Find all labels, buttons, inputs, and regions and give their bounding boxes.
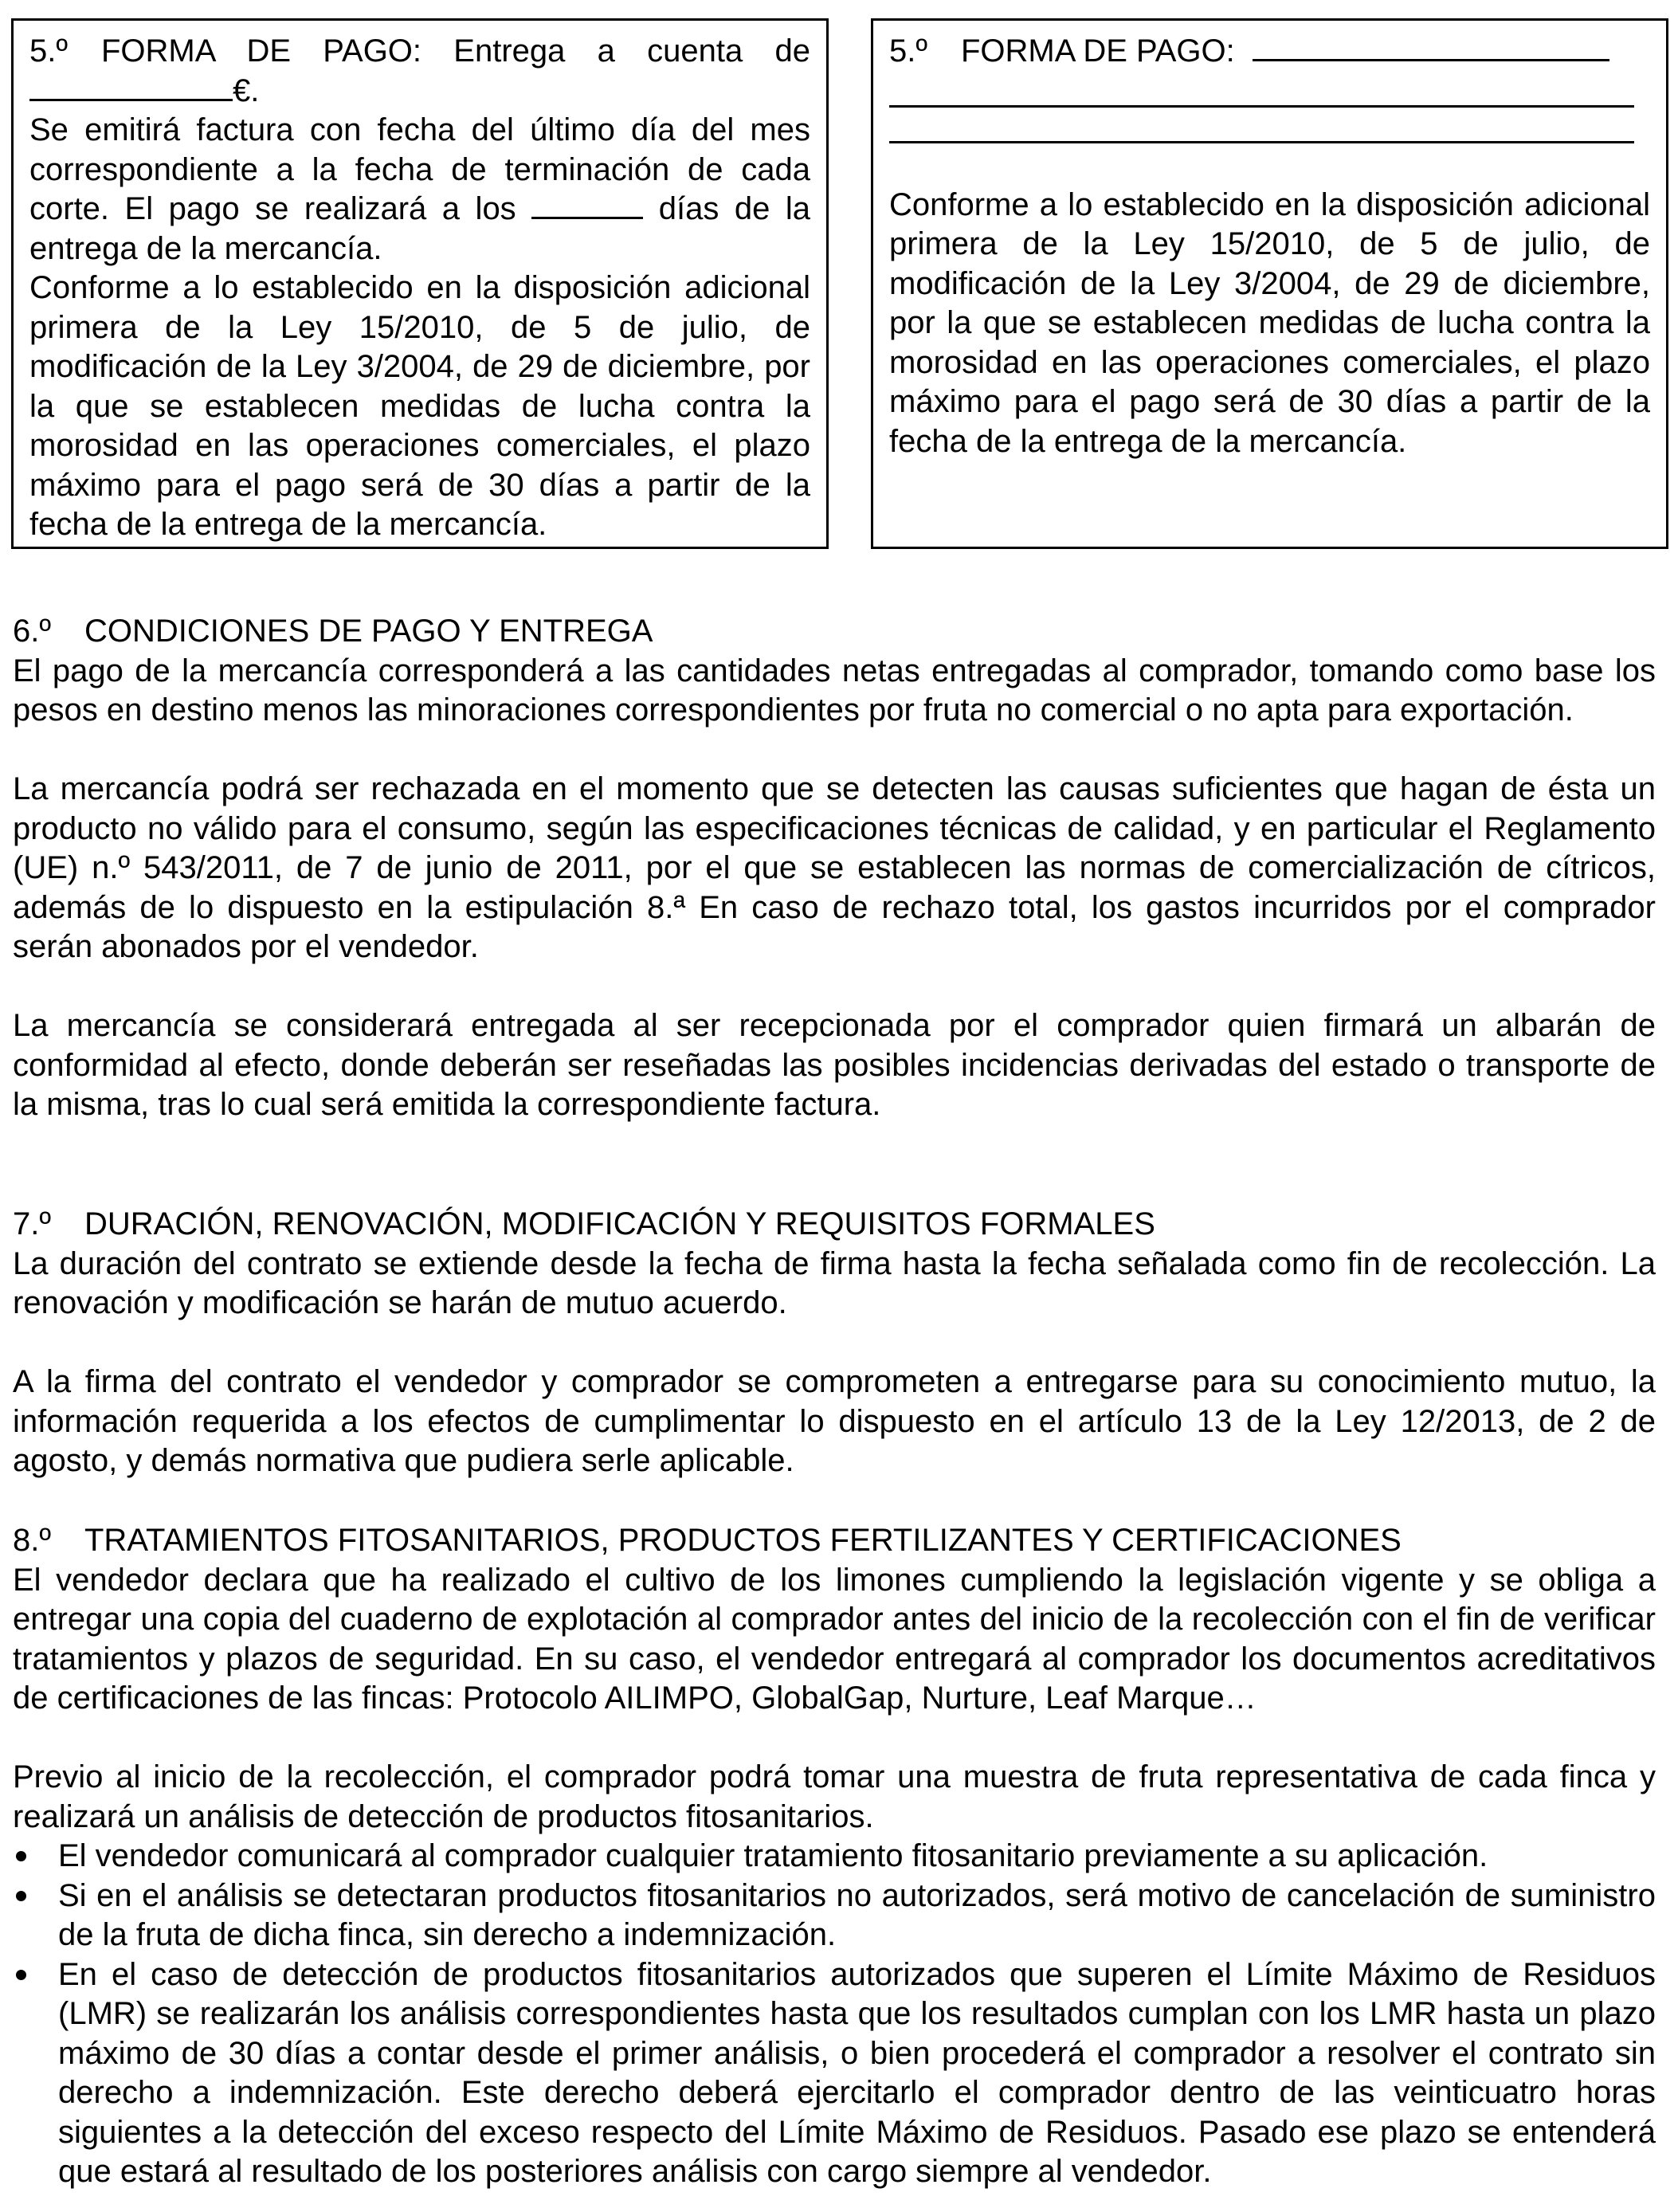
bullet-dot-icon [16,1851,26,1861]
amount-blank-field[interactable] [29,72,233,101]
list-item [13,1837,1656,1877]
bullet-dot-icon [16,1891,26,1901]
payment-method-blank-field-1[interactable] [1253,32,1609,61]
left-box-line-6: entrega de la mercancía. [29,230,382,266]
section-6-heading [13,612,1656,652]
section-6-number: 6.º [13,614,51,649]
section-7-paragraph-2: A la firma del contrato el vendedor y comprador se comprometen a entregarse para su conocimiento mutuo, la información requerida a los efectos de cumplimentar lo dispuesto en el artículo 13 de la Ley 12/2013, de 2 de agosto, y demás normativa que pudiera serle aplicable. [13,1364,1656,1478]
right-box-legal-paragraph: Conforme a lo establecido en la disposición adicional primera de la Ley 15/2010, de 5 de julio, de modificación de la Ley 3/2004, de 29 de diciembre, por la que se establecen medidas de lucha contra la morosidad en las operaciones comerciales, el plazo máximo para el pago será de 30 días a partir de la fecha de la entrega de la mercancía. [889,186,1650,459]
payment-method-blank-field-3[interactable] [889,109,1634,143]
left-section-heading: FORMA DE PAGO: Entrega a cuenta de [101,33,810,69]
left-box-line-5 [29,190,810,229]
section-6-paragraph-2: La mercancía podrá ser rechazada en el momento que se detecten las causas suficientes que hagan de ésta un producto no válido para el consumo, según las especificaciones técnicas de calidad, y en particular el Reglamento (UE) n.º 543/2011, de 7 de junio de 2011, por el que se establecen las normas de comercialización de cítricos, además de lo dispuesto en la estipulación 8.ª En caso de rechazo total, los gastos incurridos por el comprador serán abonados por el vendedor. [13,771,1656,964]
section-8-heading [13,1521,1656,1561]
list-item [13,1877,1656,1955]
left-section-number: 5.º [29,33,68,69]
section-8-paragraph-2: Previo al inicio de la recolección, el comprador podrá tomar una muestra de fruta representativa de cada finca y realizará un análisis de detección de productos fitosanitarios. [13,1759,1656,1834]
bullet-text: El vendedor comunicará al comprador cualquier tratamiento fitosanitario previamente a su aplicación. [58,1838,1488,1873]
euro-sign: €. [233,73,260,108]
section-7-paragraph-1: La duración del contrato se extiende desde la fecha de firma hasta la fecha señalada como fin de recolección. La renovación y modificación se harán de mutuo acuerdo. [13,1245,1656,1320]
section-7-title: DURACIÓN, RENOVACIÓN, MODIFICACIÓN Y REQUISITOS FORMALES [84,1206,1155,1241]
bullet-text: Si en el análisis se detectaran productos fitosanitarios no autorizados, será motivo de cancelación de suministro de la fruta de dicha finca, sin derecho a indemnización. [58,1877,1656,1952]
section-7-heading [13,1205,1656,1245]
section-7 [13,1205,1656,1481]
payment-terms-box-right [871,18,1668,549]
section-8-bullet-list [13,1837,1656,2192]
section-6 [13,612,1656,1125]
payment-terms-box-left [11,18,829,549]
left-box-line-5-end: días de la [658,191,810,226]
section-8 [13,1521,1656,2192]
section-6-title: CONDICIONES DE PAGO Y ENTREGA [84,614,653,649]
bullet-text: En el caso de detección de productos fitosanitarios autorizados que superen el Límite Máximo de Residuos (LMR) se realizarán los análisis correspondientes hasta que los resultados cumplan con los LMR hasta un plazo máximo de 30 días a contar desde el primer análisis, o bien procederá el comprador a resolver el contrato sin derecho a indemnización. Este derecho deberá ejercitarlo el comprador dentro de las veinticuatro horas siguientes a la detección del exceso respecto del Límite Máximo de Residuos. Pasado ese plazo se entenderá que estará al resultado de los posteriores análisis con cargo siempre al vendedor. [58,1956,1656,2189]
left-box-line-3: Se emitirá factura con fecha del último día del mes [29,112,810,147]
section-8-title: TRATAMIENTOS FITOSANITARIOS, PRODUCTOS FERTILIZANTES Y CERTIFICACIONES [84,1523,1402,1558]
left-box-line-2 [29,72,810,112]
right-section-number: 5.º [889,33,927,69]
section-7-number: 7.º [13,1206,51,1241]
left-box-legal-paragraph: Conforme a lo establecido en la disposición adicional primera de la Ley 15/2010, de 5 de julio, de modificación de la Ley 3/2004, de 29 de diciembre, por la que se establecen medidas de lucha contra la morosidad en las operaciones comerciales, el plazo máximo para el pago será de 30 días a partir de la fecha de la entrega de la mercancía. [29,270,810,542]
section-6-paragraph-3: La mercancía se considerará entregada al ser recepcionada por el comprador quien firmará un albarán de conformidad al efecto, donde deberán ser reseñadas las posibles incidencias derivadas del estado o transporte de la misma, tras lo cual será emitida la correspondiente factura. [13,1008,1656,1122]
left-box-line-4: correspondiente a la fecha de terminación de cada [29,151,810,187]
left-box-line-5-start: corte. El pago se realizará a los [29,191,516,226]
list-item [13,1955,1656,2192]
section-8-paragraph-1: El vendedor declara que ha realizado el cultivo de los limones cumpliendo la legislación vigente y se obliga a entregar una copia del cuaderno de explotación al comprador antes del inicio de la recolección con el fin de verificar tratamientos y plazos de seguridad. En su caso, el vendedor entregará al comprador los documentos acreditativos de certificaciones de las fincas: Protocolo AILIMPO, GlobalGap, Nurture, Leaf Marque… [13,1562,1656,1716]
payment-method-blank-field-2[interactable] [889,73,1634,108]
right-section-heading: FORMA DE PAGO: [961,33,1235,69]
section-6-paragraph-1: El pago de la mercancía corresponderá a las cantidades netas entregadas al comprador, tomando como base los pesos en destino menos las minoraciones correspondientes por fruta no comercial o no apta para exportación. [13,653,1656,728]
bullet-dot-icon [16,1970,26,1980]
left-box-line-1 [29,32,810,72]
right-box-line-1 [889,32,1650,72]
section-8-number: 8.º [13,1523,51,1558]
days-blank-field[interactable] [531,190,643,219]
